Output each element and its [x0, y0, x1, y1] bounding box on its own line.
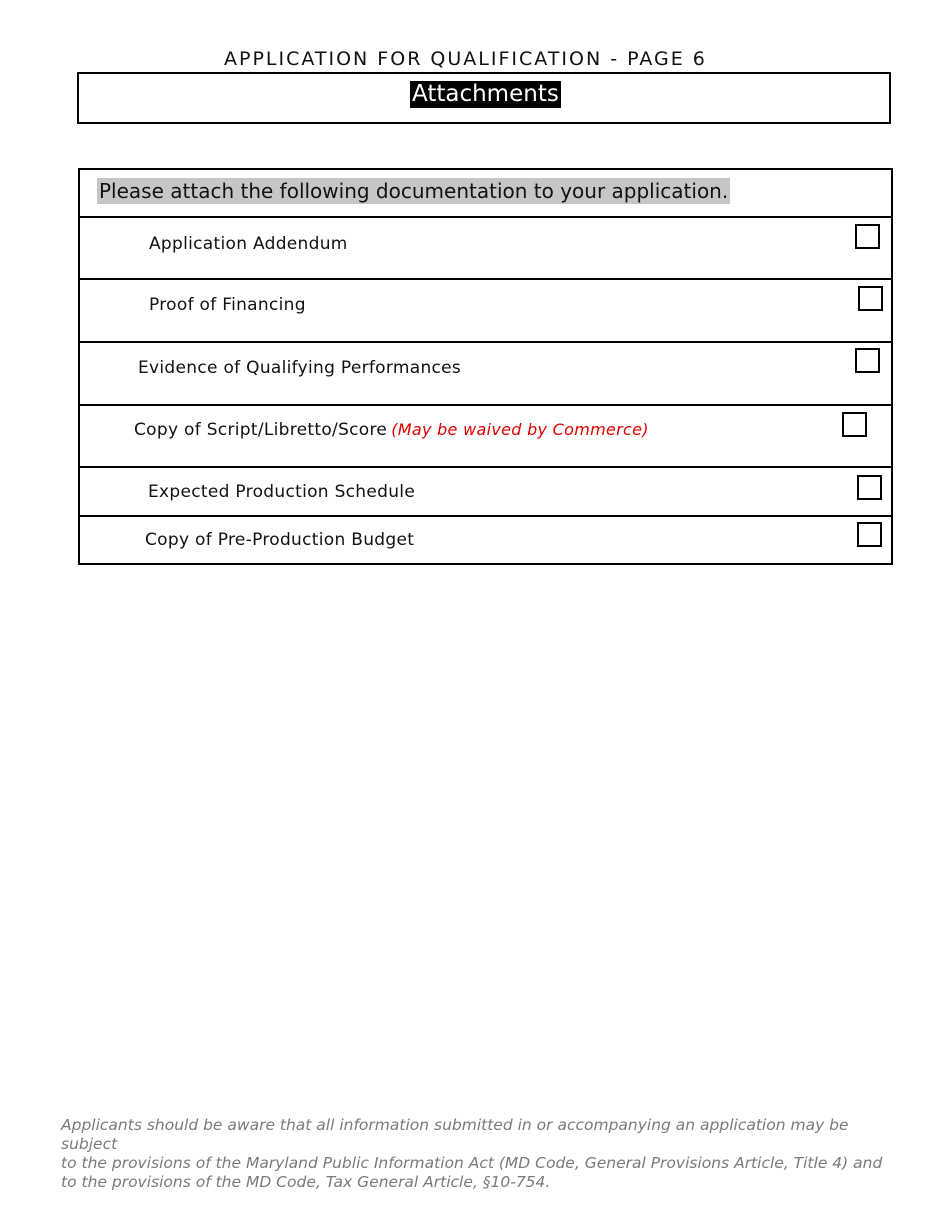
attachment-row-application-addendum	[80, 218, 891, 280]
section-title: Attachments	[412, 81, 559, 107]
disclaimer-line: to the provisions of the MD Code, Tax General Article, §10-754.	[61, 1173, 551, 1191]
attachment-label: Application Addendum	[149, 234, 348, 254]
attachment-label	[134, 420, 649, 440]
production-schedule-checkbox[interactable]	[857, 475, 882, 500]
attachments-table	[78, 168, 893, 565]
attachment-row-pre-production-budget	[80, 517, 891, 565]
instruction-row	[80, 170, 891, 218]
attachment-row-proof-of-financing	[80, 280, 891, 343]
disclaimer-line: to the provisions of the Maryland Public Information Act (MD Code, General Provisions Article, Title 4) and	[61, 1154, 883, 1172]
attachment-label: Proof of Financing	[149, 295, 306, 315]
script-checkbox[interactable]	[842, 412, 867, 437]
page-title: APPLICATION FOR QUALIFICATION - PAGE 6	[224, 48, 707, 70]
attachment-label: Copy of Pre-Production Budget	[145, 530, 415, 550]
privacy-disclaimer	[61, 1116, 891, 1192]
attachment-row-production-schedule	[80, 468, 891, 517]
attachment-label: Evidence of Qualifying Performances	[138, 358, 462, 378]
application-addendum-checkbox[interactable]	[855, 224, 880, 249]
attachment-label-text: Copy of Script/Libretto/Score	[134, 420, 388, 440]
pre-production-budget-checkbox[interactable]	[857, 522, 882, 547]
proof-of-financing-checkbox[interactable]	[858, 286, 883, 311]
waiver-note: (May be waived by Commerce)	[391, 420, 649, 439]
qualifying-performances-checkbox[interactable]	[855, 348, 880, 373]
disclaimer-line: Applicants should be aware that all information submitted in or accompanying an application may be subject	[61, 1116, 849, 1153]
attachment-row-qualifying-performances	[80, 343, 891, 406]
instruction-text: Please attach the following documentation to your application.	[99, 179, 729, 203]
attachment-label: Expected Production Schedule	[148, 482, 416, 502]
attachment-row-script	[80, 406, 891, 468]
